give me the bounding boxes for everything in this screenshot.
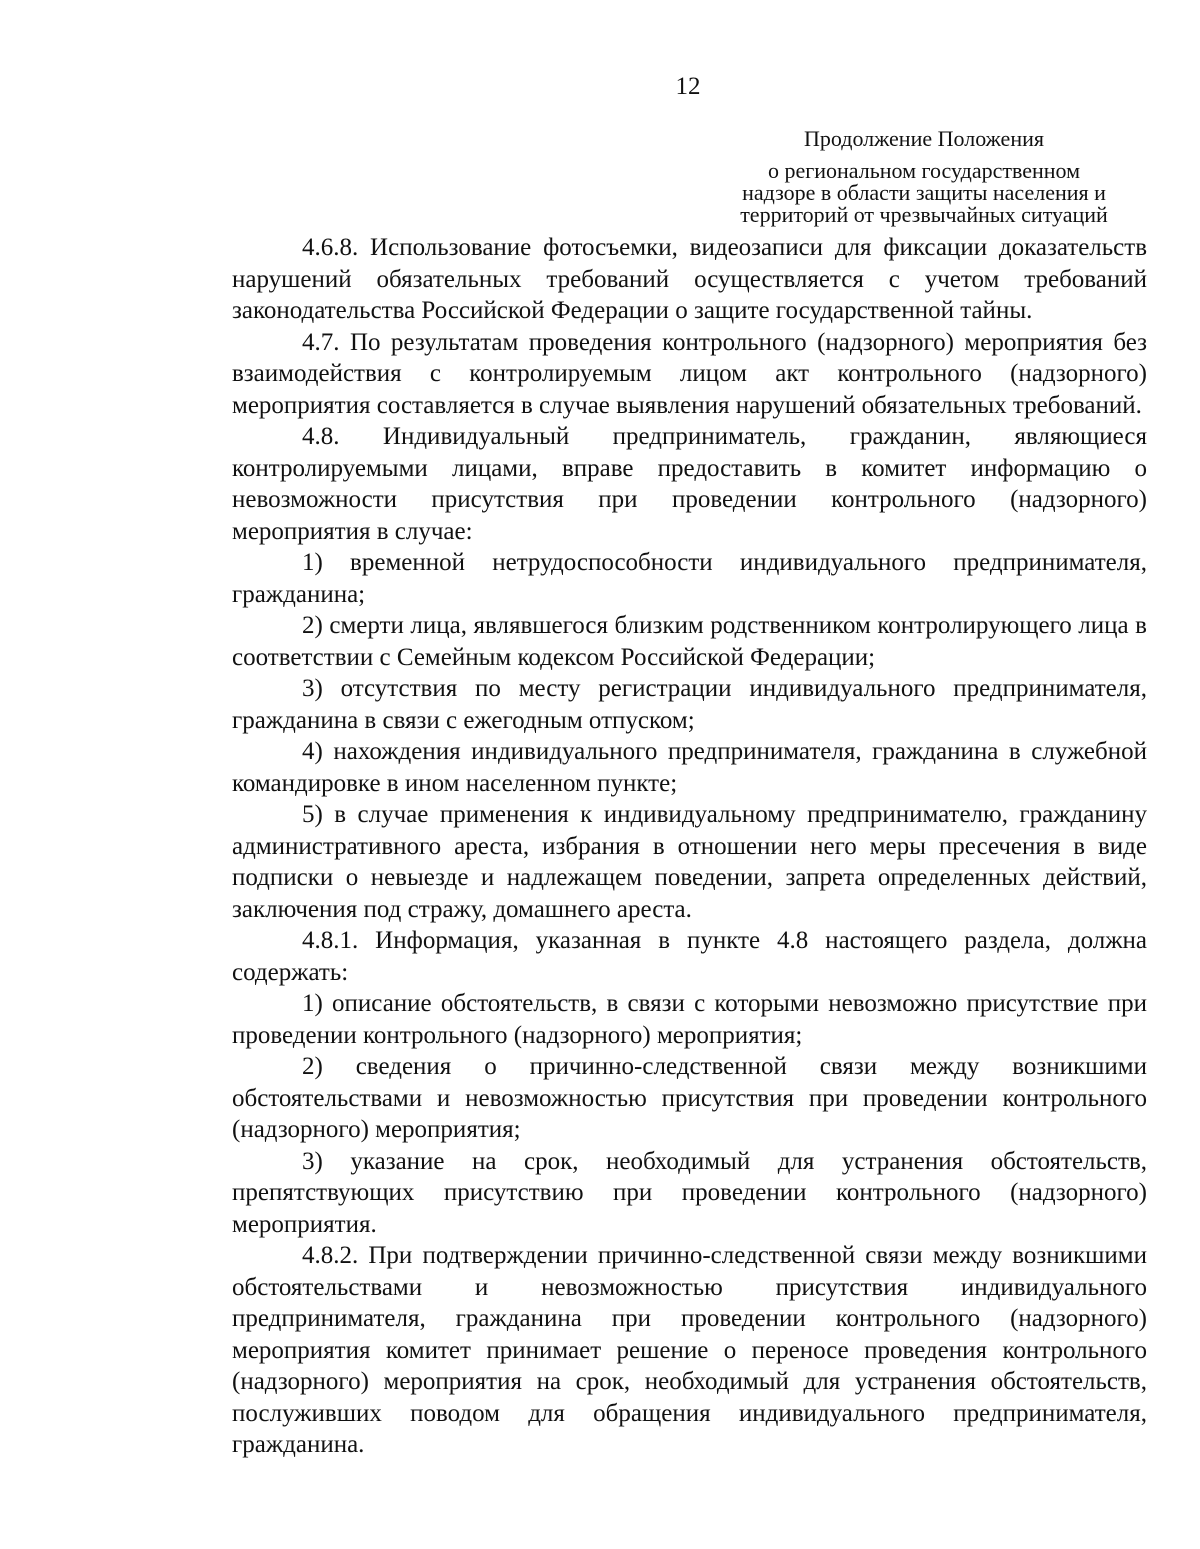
list-item-4-8-1: 1) временной нетрудоспособности индивидуального предпринимателя, гражданина;	[232, 549, 1147, 608]
header-line-territories: территорий от чрезвычайных ситуаций	[740, 202, 1108, 227]
list-item-4-8-1-3: 3) указание на срок, необходимый для устранения обстоятельств, препятствующих присутствию при проведении контрольного (надзорного) мероприятия.	[232, 1147, 1147, 1238]
header-line-regional: о региональном государственном	[767, 158, 1081, 183]
list-item-4-8-1-1: 1) описание обстоятельств, в связи с которыми невозможно присутствие при проведении контрольного (надзорного) мероприятия;	[232, 990, 1147, 1049]
list-item-4-8-5: 5) в случае применения к индивидуальному предпринимателю, гражданину административного ареста, избрания в отношении него меры пресечения в виде подписки о невыезде и надлежащем поведении, запрета определенных действий, заключения под стражу, домашнего ареста.	[232, 801, 1147, 923]
list-item-4-8-2: 2) смерти лица, являвшегося близким родственником контролирующего лица в соответствии с Семейным кодексом Российской Федерации;	[232, 612, 1147, 671]
paragraph-4-8-2: 4.8.2. При подтверждении причинно-следственной связи между возникшими обстоятельствами и невозможностью присутствия индивидуального предпринимателя, гражданина при проведении контрольного (надзорного) мероприятия комитет принимает решение о переносе проведения контрольного (надзорного) мероприятия на срок, необходимый для устранения обстоятельств, послуживших поводом для обращения индивидуального предпринимателя, гражданина.	[232, 1242, 1147, 1458]
paragraph-4-8-1: 4.8.1. Информация, указанная в пункте 4.8 настоящего раздела, должна содержать:	[232, 927, 1147, 986]
list-item-4-8-3: 3) отсутствия по месту регистрации индивидуального предпринимателя, гражданина в связи с ежегодным отпуском;	[232, 675, 1147, 734]
list-item-4-8-1-2: 2) сведения о причинно-следственной связи между возникшими обстоятельствами и невозможностью присутствия при проведении контрольного (надзорного) мероприятия;	[232, 1053, 1147, 1143]
list-item-4-8-4: 4) нахождения индивидуального предпринимателя, гражданина в служебной командировке в ином населенном пункте;	[232, 738, 1147, 797]
document-body	[232, 232, 1147, 1461]
paragraph-4-7: 4.7. По результатам проведения контрольного (надзорного) мероприятия без взаимодействия с контролируемым лицом акт контрольного (надзорного) мероприятия составляется в случае выявления нарушений обязательных требований.	[232, 328, 1147, 419]
paragraph-4-8: 4.8. Индивидуальный предприниматель, гражданин, являющиеся контролируемыми лицами, вправе предоставить в комитет информацию о невозможности присутствия при проведении контрольного (надзорного) мероприятия в случае:	[232, 423, 1147, 545]
page-number: 12	[675, 73, 701, 100]
header-line-supervision: надзоре в области защиты населения и	[742, 180, 1106, 205]
header-line-continuation: Продолжение Положения	[804, 126, 1044, 151]
paragraph-4-6-8: 4.6.8. Использование фотосъемки, видеозаписи для фиксации доказательств нарушений обязательных требований осуществляется с учетом требований законодательства Российской Федерации о защите государственной тайны.	[232, 234, 1147, 324]
document-header	[704, 128, 1144, 226]
